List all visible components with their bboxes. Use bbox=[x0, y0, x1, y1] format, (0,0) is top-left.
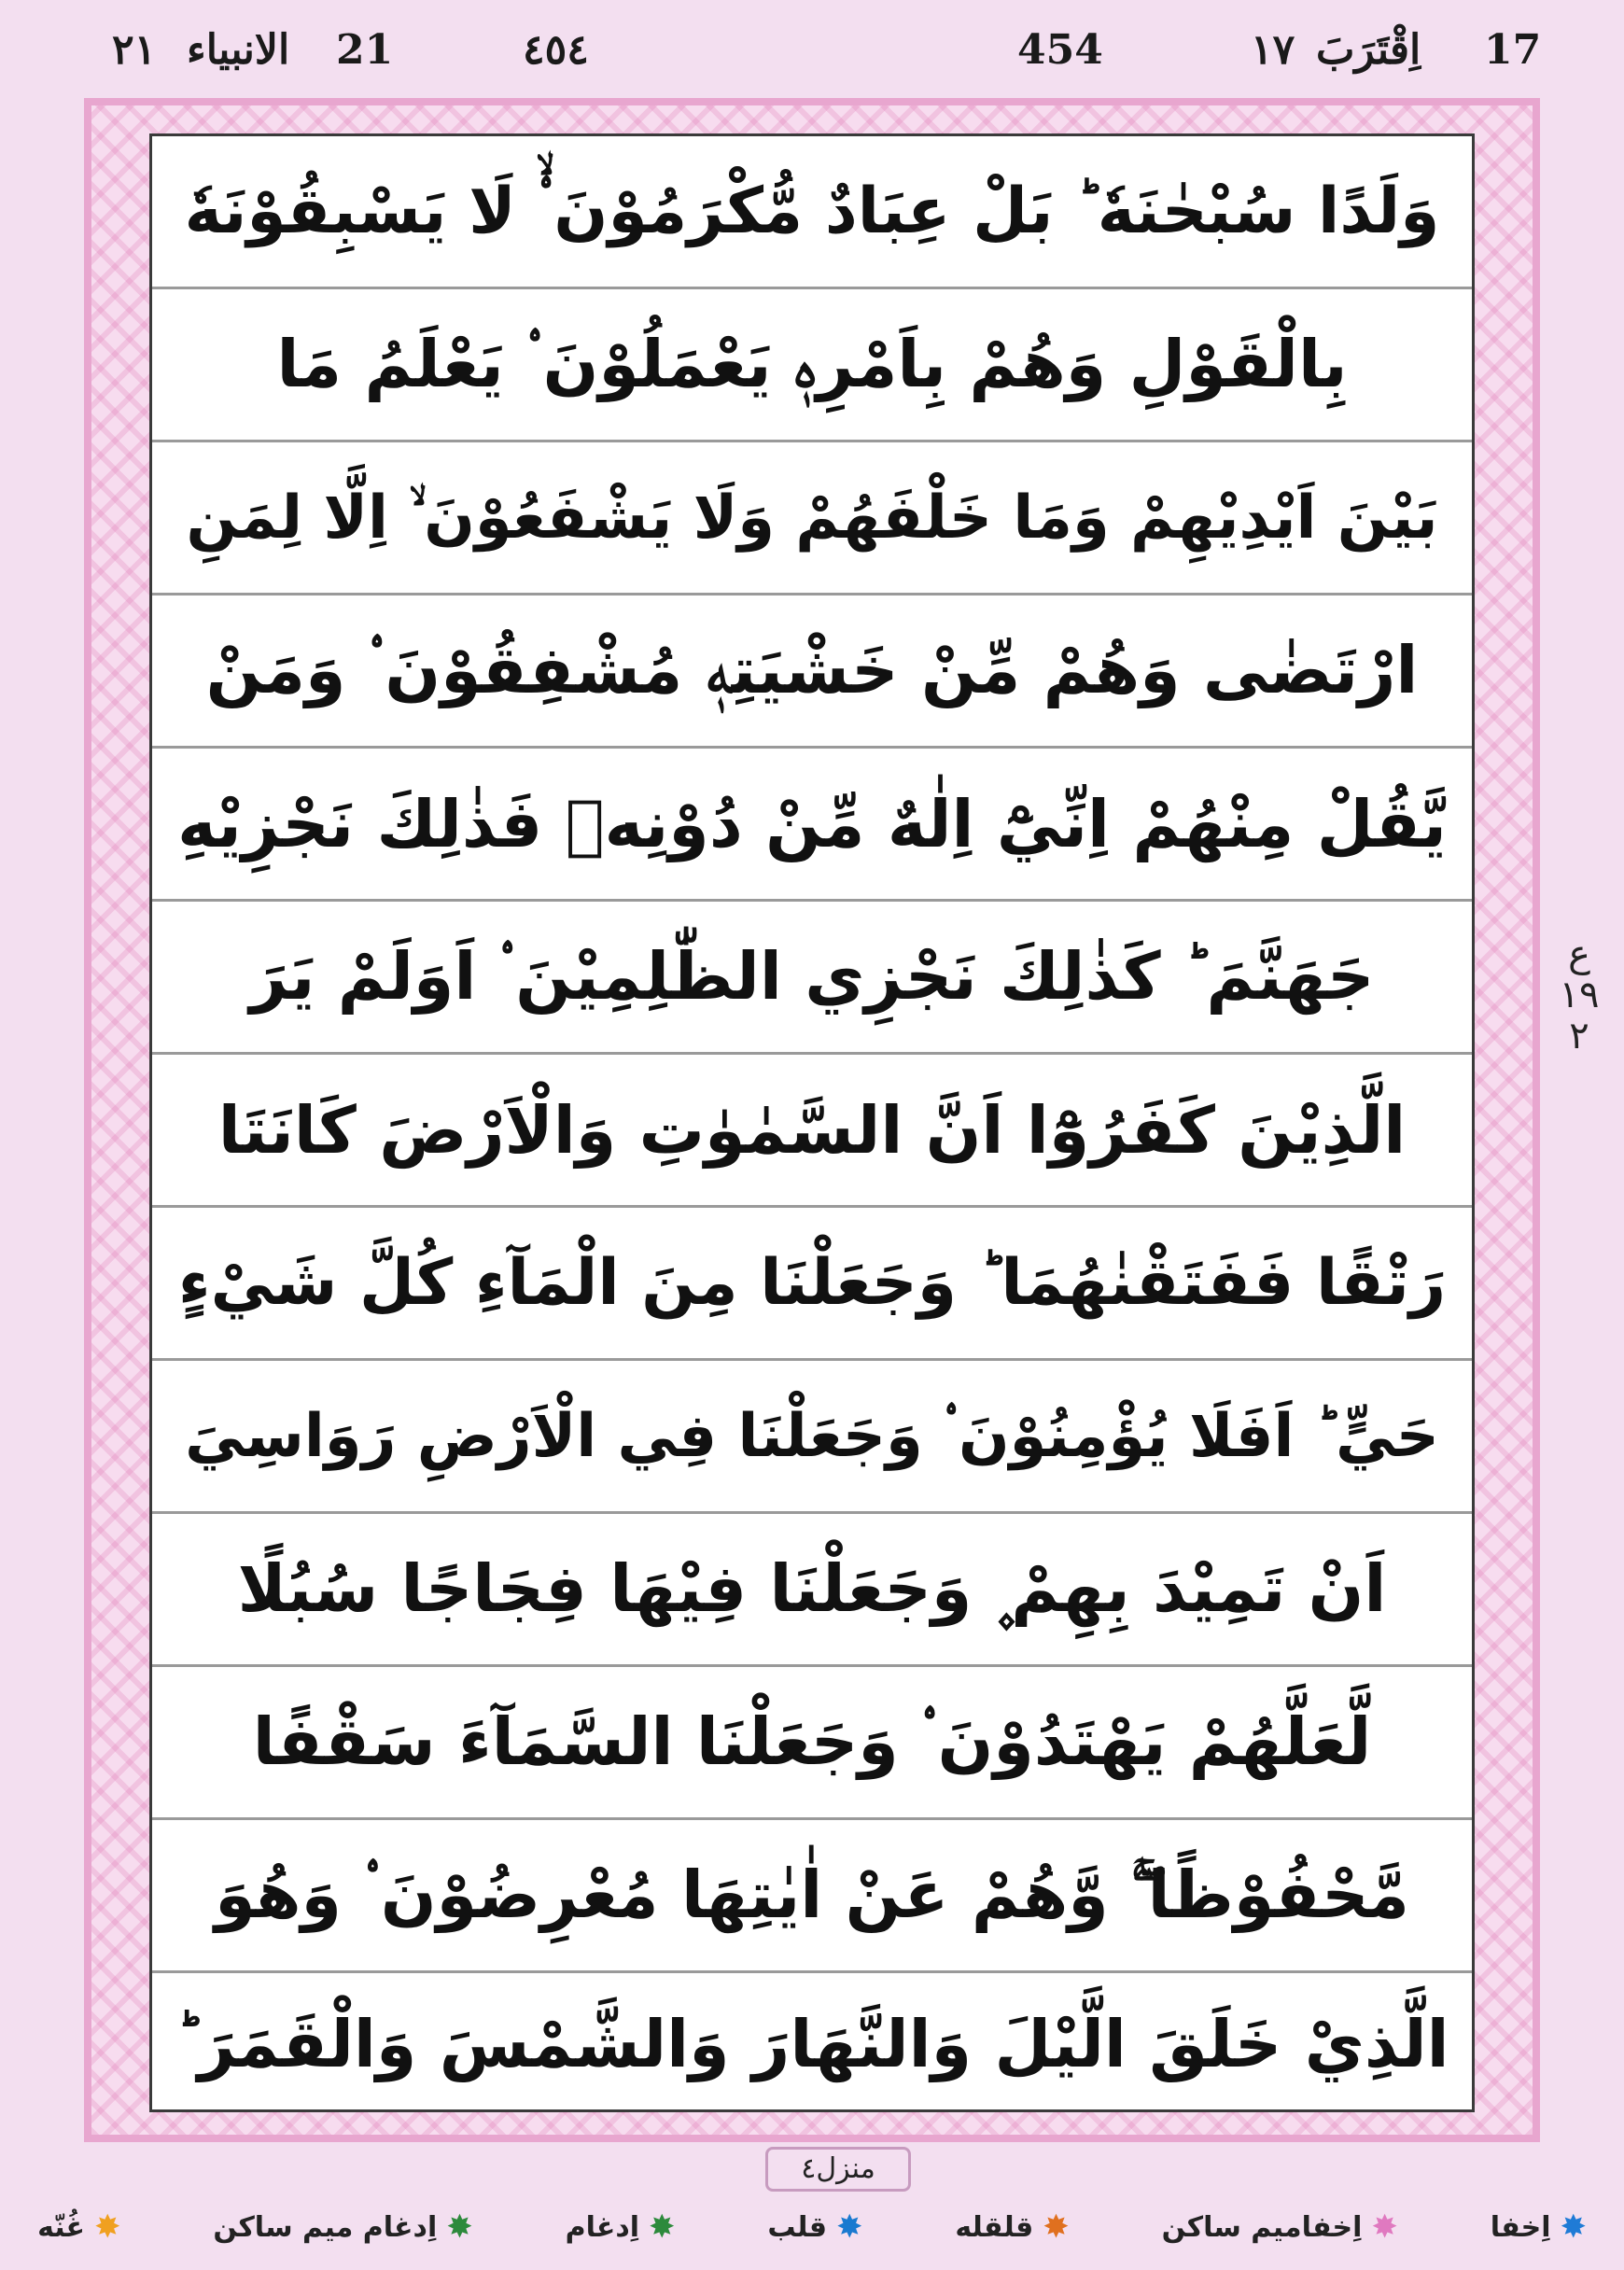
text-line bbox=[152, 136, 1472, 289]
text-line bbox=[152, 596, 1472, 749]
star-icon: ✸ bbox=[446, 2208, 473, 2246]
text-line bbox=[152, 442, 1472, 596]
text-line bbox=[152, 1667, 1472, 1820]
line-text: اَنْ تَمِيْدَ بِهِمْ ۪ وَجَعَلْنَا فِيْهَا فِجَاجًا سُبُلًا bbox=[237, 1550, 1387, 1627]
ruku-marker: ع ١٩ ٢ bbox=[1559, 932, 1600, 1058]
text-line bbox=[152, 1055, 1472, 1208]
surah-number-arabic: ٢١ bbox=[112, 26, 157, 74]
surah-name: الانبياء bbox=[187, 26, 290, 74]
star-icon: ✸ bbox=[1560, 2208, 1587, 2246]
text-panel bbox=[149, 133, 1475, 2112]
text-line bbox=[152, 1820, 1472, 1973]
legend-item bbox=[213, 2208, 473, 2246]
legend-item bbox=[955, 2208, 1070, 2246]
decorative-frame bbox=[84, 98, 1540, 2142]
legend-item bbox=[1490, 2208, 1587, 2246]
line-text: يَّقُلْ مِنْهُمْ اِنِّيْٓ اِلٰهٌ مِّنْ دُوْنِهٖ فَذٰلِكَ نَجْزِيْهِ bbox=[177, 785, 1447, 862]
line-text: بَيْنَ اَيْدِيْهِمْ وَمَا خَلْفَهُمْ وَلَا يَشْفَعُوْنَ ۙ اِلَّا لِمَنِ bbox=[186, 483, 1438, 553]
line-text: وَلَدًا سُبْحٰنَهٗ ؕ بَلْ عِبَادٌ مُّكْرَمُوْنَ ۟ۙ لَا يَسْبِقُوْنَهٗ bbox=[184, 174, 1440, 248]
legend-label: اِدغام میم ساکن bbox=[213, 2210, 438, 2244]
line-text: بِالْقَوْلِ وَهُمْ بِاَمْرِهٖ يَعْمَلُوْنَ ۟ يَعْلَمُ مَا bbox=[276, 326, 1348, 402]
manzil-label: منزل٤ bbox=[765, 2147, 911, 2192]
page-header bbox=[0, 0, 1624, 110]
star-icon: ✸ bbox=[1371, 2208, 1398, 2246]
legend-label: اِدغام bbox=[565, 2210, 640, 2244]
line-text: حَيٍّ ؕ اَفَلَا يُؤْمِنُوْنَ ۟ وَجَعَلْنَا فِي الْاَرْضِ رَوَاسِيَ bbox=[185, 1401, 1439, 1471]
star-icon: ✸ bbox=[836, 2208, 863, 2246]
star-icon: ✸ bbox=[649, 2208, 676, 2246]
text-line bbox=[152, 902, 1472, 1055]
juz-number-arabic: ١٧ bbox=[1251, 26, 1295, 74]
star-icon: ✸ bbox=[94, 2208, 121, 2246]
legend-label: قلب bbox=[767, 2210, 828, 2244]
line-text: لَّعَلَّهُمْ يَهْتَدُوْنَ ۟ وَجَعَلْنَا السَّمَآءَ سَقْفًا bbox=[252, 1703, 1372, 1780]
juz-number: 17 bbox=[1484, 26, 1542, 74]
legend-label: اِخفا bbox=[1490, 2210, 1551, 2244]
tajweed-legend bbox=[37, 2199, 1587, 2255]
page-number-arabic: ٤٥٤ bbox=[523, 26, 589, 74]
text-line bbox=[152, 749, 1472, 902]
line-text: الَّذِيْنَ كَفَرُوْٓا اَنَّ السَّمٰوٰتِ وَالْاَرْضَ كَانَتَا bbox=[217, 1091, 1407, 1169]
legend-label: اِخفامیم ساکن bbox=[1161, 2210, 1363, 2244]
legend-item bbox=[565, 2208, 676, 2246]
text-line bbox=[152, 289, 1472, 442]
line-text: مَّحْفُوْظًا ۚۖ وَّهُمْ عَنْ اٰيٰتِهَا مُعْرِضُوْنَ ۟ وَهُوَ bbox=[215, 1857, 1409, 1933]
line-text: رَتْقًا فَفَتَقْنٰهُمَا ؕ وَجَعَلْنَا مِنَ الْمَآءِ كُلَّ شَيْءٍ bbox=[177, 1246, 1447, 1320]
text-line bbox=[152, 1973, 1472, 2115]
juz-name: اِقْتَرَبَ bbox=[1316, 26, 1421, 74]
line-text: جَهَنَّمَ ؕ كَذٰلِكَ نَجْزِي الظّٰلِمِيْنَ ۟ اَوَلَمْ يَرَ bbox=[249, 938, 1375, 1015]
legend-item bbox=[1161, 2208, 1398, 2246]
legend-label: قلقله bbox=[955, 2210, 1034, 2244]
text-line bbox=[152, 1208, 1472, 1361]
text-line bbox=[152, 1361, 1472, 1514]
legend-item bbox=[767, 2208, 863, 2246]
star-icon: ✸ bbox=[1043, 2208, 1070, 2246]
line-text: الَّذِيْ خَلَقَ الَّيْلَ وَالنَّهَارَ وَالشَّمْسَ وَالْقَمَرَ ؕ bbox=[175, 2006, 1449, 2082]
legend-label: غُنّه bbox=[37, 2210, 86, 2244]
text-line bbox=[152, 1514, 1472, 1667]
surah-number: 21 bbox=[336, 26, 394, 74]
line-text: ارْتَضٰى وَهُمْ مِّنْ خَشْيَتِهٖ مُشْفِقُوْنَ ۟ وَمَنْ bbox=[205, 632, 1419, 708]
page-number: 454 bbox=[1017, 26, 1103, 74]
legend-item bbox=[37, 2208, 121, 2246]
